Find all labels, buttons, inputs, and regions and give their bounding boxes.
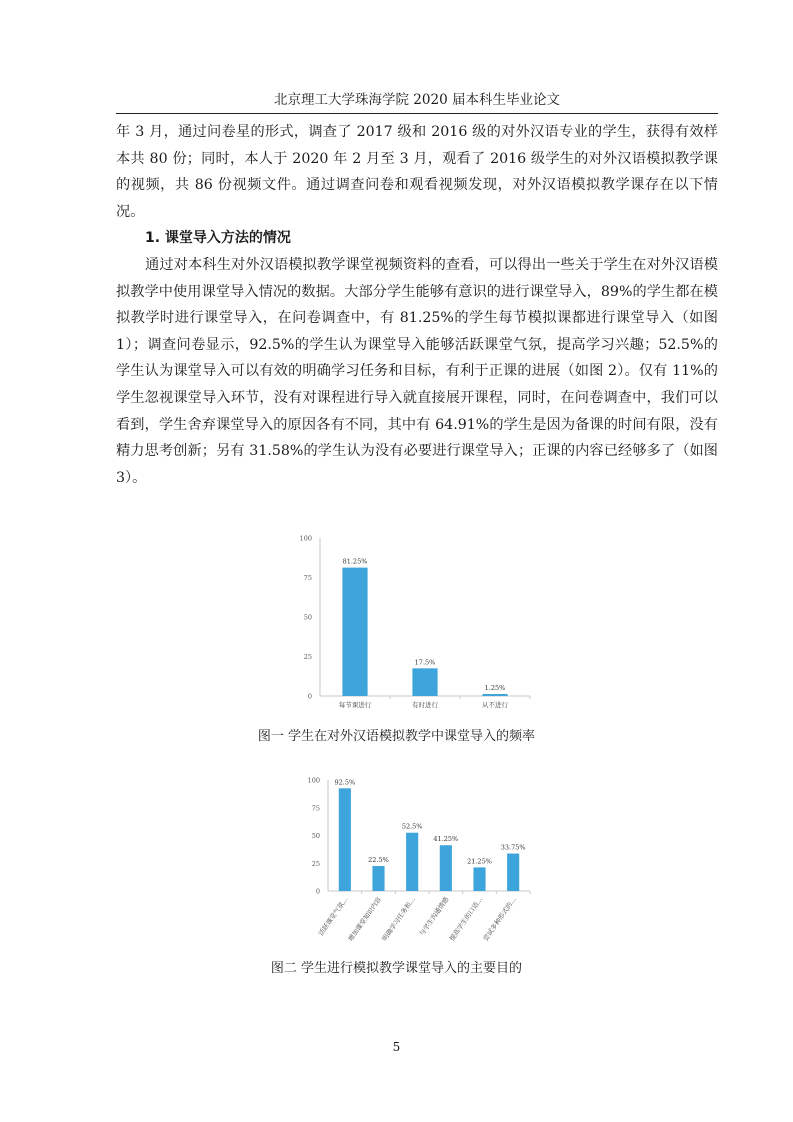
y-tick-label: 50	[303, 613, 312, 622]
category-label: 有时进行	[412, 701, 438, 709]
data-label: 22.5%	[368, 856, 389, 865]
intro-paragraph: 年 3 月，通过问卷星的形式，调查了 2017 级和 2016 级的对外汉语专业的学生，获得有效样本共 80 份；同时，本人于 2020 年 2 月至 3 月，观看了 2016 级学生的对外汉语模拟教学课的视频，共 86 份视频文件。通过调查问卷和观看视频发现，对外汉语模拟教学课存在以下情况。	[116, 124, 718, 220]
figure2-svg	[300, 770, 550, 950]
body-paragraph: 通过对本科生对外汉语模拟教学课堂视频资料的查看，可以得出一些关于学生在对外汉语模拟教学中使用课堂导入情况的数据。大部分学生能够有意识的进行课堂导入，89%的学生都在模拟教学时进行课堂导入，在问卷调查中，有 81.25%的学生每节模拟课都进行课堂导入（如图 1）；调查问卷显示，92.5%的学生认为课堂导入能够活跃课堂气氛，提高学习兴趣；52.5%的学生认为课堂导入可以有效的明确学习任务和目标，有利于正课的进展（如图 2）。仅有 11%的学生忽视课堂导入环节，没有对课程进行导入就直接展开课程，同时，在问卷调查中，我们可以看到，学生舍弃课堂导入的原因各有不同，其中有 64.91%的学生是因为备课的时间有限，没有精力思考创新；另有 31.58%的学生认为没有必要进行课堂导入；正课的内容已经够多了（如图 3）。	[116, 256, 718, 486]
y-tick-label: 100	[299, 534, 312, 543]
data-label: 92.5%	[334, 778, 356, 787]
data-label: 52.5%	[401, 822, 423, 831]
page-number: 5	[392, 1040, 401, 1054]
category-label: 与学生沟通情感	[417, 895, 451, 938]
category-label: 提高学生的口语...	[447, 895, 485, 943]
y-tick-label: 0	[307, 692, 312, 701]
y-tick-label: 25	[311, 859, 320, 868]
bar	[342, 568, 367, 696]
bar	[372, 866, 384, 891]
category-label: 从不进行	[482, 701, 508, 709]
section-heading: 1. 课堂导入方法的情况	[145, 230, 291, 247]
y-tick-label: 25	[303, 653, 312, 661]
running-header: 北京理工大学珠海学院 2020 届本科生毕业论文	[274, 92, 560, 108]
figure1-svg	[290, 528, 540, 718]
category-label: 明确学习任务和...	[380, 895, 417, 943]
category-label: 活跃课堂气氛...	[316, 895, 350, 938]
bar	[406, 833, 418, 891]
category-label: 尝试多种形式的...	[481, 895, 518, 943]
header-rule	[116, 113, 718, 114]
body-text	[116, 119, 718, 491]
figure1-caption: 图一 学生在对外汉语模拟教学中课堂导入的频率	[257, 729, 536, 744]
figure1-chart	[290, 528, 540, 718]
bar	[440, 845, 452, 891]
y-tick-label: 75	[303, 574, 312, 582]
y-tick-label: 0	[315, 887, 320, 896]
data-label: 21.25%	[467, 857, 492, 866]
figure2-caption: 图二 学生进行模拟教学课堂导入的主要目的	[270, 961, 523, 976]
y-tick-label: 100	[307, 776, 320, 785]
data-label: 1.25%	[484, 684, 506, 693]
category-label: 增加课堂知识内容	[346, 895, 384, 943]
y-tick-label: 75	[311, 804, 320, 813]
bar	[339, 788, 351, 891]
data-label: 81.25%	[342, 557, 368, 566]
bar	[473, 867, 485, 891]
figure2-chart	[300, 770, 550, 950]
bar	[507, 854, 519, 891]
data-label: 41.25%	[433, 835, 459, 844]
data-label: 17.5%	[414, 658, 436, 667]
y-tick-label: 50	[311, 832, 320, 840]
category-label: 每节课进行	[338, 701, 372, 709]
data-label: 33.75%	[500, 843, 526, 852]
bar	[412, 668, 437, 696]
bar	[482, 694, 507, 696]
